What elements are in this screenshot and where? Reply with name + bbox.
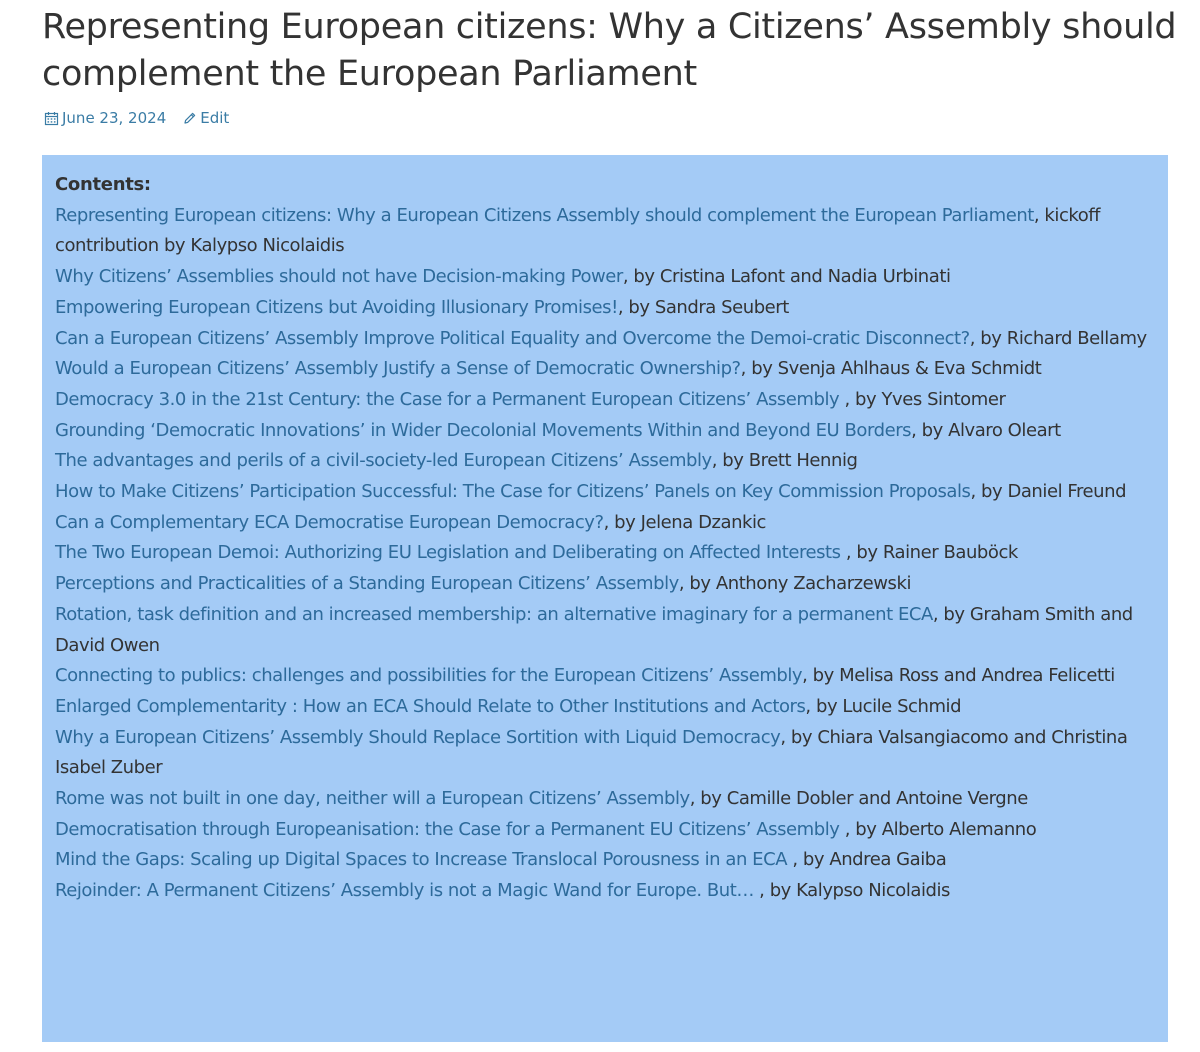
contents-entry: [55, 354, 1158, 385]
post-date: June 23, 2024: [62, 109, 167, 127]
contents-box: [42, 155, 1168, 1042]
contents-entry: [55, 446, 1158, 477]
contents-entry: [55, 815, 1158, 846]
post-meta: [44, 106, 245, 130]
contents-entry: [55, 692, 1158, 723]
contents-entry-link[interactable]: Can a Complementary ECA Democratise European Democracy?: [55, 511, 604, 533]
pencil-icon: [182, 111, 197, 126]
contents-entry-link[interactable]: Empowering European Citizens but Avoiding Illusionary Promises!: [55, 296, 618, 318]
contents-heading: Contents:: [55, 174, 151, 195]
contents-entry-author: , by Kalypso Nicolaidis: [759, 880, 950, 902]
contents-entry-author: , by Alvaro Oleart: [911, 419, 1061, 441]
contents-entry-author: , by Alberto Alemanno: [844, 818, 1037, 840]
contents-entry-author: , by Daniel Freund: [970, 481, 1127, 503]
contents-entry: [55, 508, 1158, 539]
edit-link[interactable]: [182, 109, 229, 127]
contents-entry-link[interactable]: Perceptions and Practicalities of a Standing European Citizens’ Assembly: [55, 573, 679, 595]
contents-entry-author: , by Jelena Dzankic: [603, 511, 767, 533]
contents-entry-link[interactable]: Rotation, task definition and an increased membership: an alternative imaginary for a permanent ECA: [55, 603, 933, 625]
contents-entry-author: , by Richard Bellamy: [969, 327, 1147, 349]
contents-entry-author: , by Rainer Bauböck: [845, 542, 1018, 564]
contents-entry: [55, 416, 1158, 447]
contents-entry-link[interactable]: Democratisation through Europeanisation: the Case for a Permanent EU Citizens’ Assembly: [55, 818, 845, 840]
contents-entry-author: , kickoff contribution by Kalypso Nicolaidis: [55, 204, 1101, 257]
contents-entry-link[interactable]: Rejoinder: A Permanent Citizens’ Assembly is not a Magic Wand for Europe. But…: [55, 880, 760, 902]
contents-entry: [55, 538, 1158, 569]
contents-entry-link[interactable]: Representing European citizens: Why a European Citizens Assembly should complement the European Parliament: [55, 204, 1034, 226]
contents-entry-link[interactable]: Why Citizens’ Assemblies should not have Decision-making Power: [55, 266, 623, 288]
contents-entry: [55, 385, 1158, 416]
contents-entry: [55, 324, 1158, 355]
contents-entry-link[interactable]: Mind the Gaps: Scaling up Digital Spaces to Increase Translocal Porousness in an ECA: [55, 849, 793, 871]
contents-entry-link[interactable]: Rome was not built in one day, neither will a European Citizens’ Assembly: [55, 788, 690, 810]
contents-entry: [55, 262, 1158, 293]
contents-entry-author: , by Chiara Valsangiacomo and Christina Isabel Zuber: [55, 726, 1128, 779]
contents-entry: [55, 845, 1158, 876]
contents-entry-link[interactable]: The advantages and perils of a civil-society-led European Citizens’ Assembly: [55, 450, 712, 472]
contents-entry-author: , by Anthony Zacharzewski: [678, 573, 911, 595]
contents-entry: [55, 784, 1158, 815]
contents-entry: [55, 201, 1158, 262]
contents-list: [55, 201, 1158, 907]
contents-entry-link[interactable]: Would a European Citizens’ Assembly Justify a Sense of Democratic Ownership?: [55, 358, 741, 380]
contents-entry-link[interactable]: How to Make Citizens’ Participation Successful: The Case for Citizens’ Panels on Key Commission Proposals: [55, 481, 971, 503]
contents-entry-author: , by Melisa Ross and Andrea Felicetti: [802, 665, 1115, 687]
contents-entry-link[interactable]: Can a European Citizens’ Assembly Improve Political Equality and Overcome the Demoi-cratic Disconnect?: [55, 327, 970, 349]
contents-entry-author: , by Yves Sintomer: [844, 388, 1006, 410]
contents-entry: [55, 661, 1158, 692]
page-title: Representing European citizens: Why a Citizens’ Assembly should complement the European Parliament: [42, 7, 1177, 94]
contents-entry-link[interactable]: Democracy 3.0 in the 21st Century: the Case for a Permanent European Citizens’ Assembly: [55, 388, 845, 410]
contents-entry-author: , by Camille Dobler and Antoine Vergne: [689, 788, 1028, 810]
contents-entry-author: , by Svenja Ahlhaus & Eva Schmidt: [740, 358, 1042, 380]
edit-label: Edit: [200, 109, 230, 127]
contents-entry: [55, 723, 1158, 784]
contents-entry: [55, 477, 1158, 508]
contents-entry-author: , by Andrea Gaiba: [792, 849, 947, 871]
contents-entry: [55, 876, 1158, 907]
contents-entry-link[interactable]: Enlarged Complementarity : How an ECA Should Relate to Other Institutions and Actors: [55, 695, 806, 717]
post-date-link[interactable]: [44, 109, 166, 127]
contents-entry-link[interactable]: The Two European Demoi: Authorizing EU Legislation and Deliberating on Affected Interests: [55, 542, 846, 564]
contents-entry-link[interactable]: Why a European Citizens’ Assembly Should Replace Sortition with Liquid Democracy: [55, 726, 781, 748]
contents-entry-author: , by Cristina Lafont and Nadia Urbinati: [622, 266, 951, 288]
contents-entry-author: , by Graham Smith and David Owen: [55, 603, 1133, 656]
contents-entry-author: , by Sandra Seubert: [617, 296, 789, 318]
contents-entry: [55, 293, 1158, 324]
contents-entry: [55, 600, 1158, 661]
contents-entry-link[interactable]: Connecting to publics: challenges and possibilities for the European Citizens’ Assembly: [55, 665, 803, 687]
contents-entry-author: , by Lucile Schmid: [805, 695, 962, 717]
contents-entry-author: , by Brett Hennig: [711, 450, 858, 472]
contents-entry-link[interactable]: Grounding ‘Democratic Innovations’ in Wider Decolonial Movements Within and Beyond EU Borders: [55, 419, 912, 441]
contents-entry: [55, 569, 1158, 600]
calendar-icon: [44, 111, 59, 126]
